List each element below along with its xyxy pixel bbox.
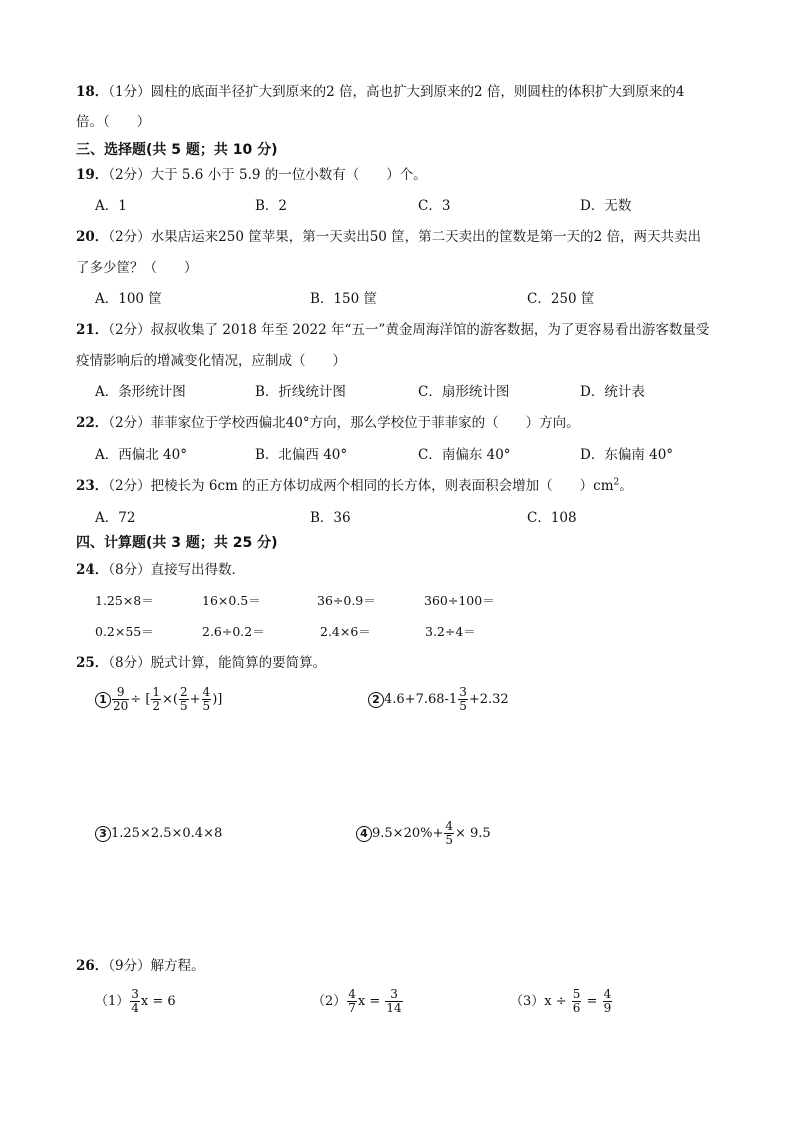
q20-stem-line2: 了多少筐？（ ） [76, 260, 198, 276]
q24-calc-4: 360÷100＝ [424, 593, 495, 608]
q26-stem [76, 957, 205, 975]
fraction: $\frac{9}{20}$ [113, 685, 129, 713]
q22-option-b[interactable]: B．北偏西 40° [255, 447, 348, 463]
q19-score: （2分） [108, 167, 151, 183]
q19-number: 19． [76, 167, 109, 183]
q21-stem-line1 [76, 321, 709, 339]
q20-text-line1: 水果店运来250 筐苹果，第一天卖出50 筐，第二天卖出的筐数是第一天的2 倍，两天共卖出 [150, 229, 702, 245]
q26-equation-3: （3）x ÷ $\frac{5}{6}$ = $\frac{4}{9}$ [510, 987, 612, 1015]
fraction: $\frac{4}{7}$ [348, 987, 356, 1015]
q24-number: 24． [76, 562, 109, 578]
fraction: $\frac{1}{2}$ [152, 685, 161, 713]
q25-expression-1: 1 $\frac{9}{20}$ ÷ [ $\frac{1}{2}$ ×( $\frac{2}{5}$ + $\frac{4}{5}$ )] [95, 686, 222, 713]
q25-expression-2: 2 4.6+7.68-1 $\frac{3}{5}$ +2.32 [368, 686, 509, 713]
fraction: $\frac{4}{5}$ [202, 685, 211, 713]
fraction: $\frac{3}{14}$ [386, 987, 402, 1015]
section-4-title: 四、计算题(共 3 题；共 25 分) [76, 535, 278, 551]
q26-equation-1: （1） $\frac{3}{4}$ x = 6 [95, 987, 176, 1015]
q23-option-c[interactable]: C．108 [527, 510, 577, 526]
q20-option-c[interactable]: C．250 筐 [527, 291, 595, 307]
q24-text: 直接写出得数． [150, 562, 246, 578]
q21-score: （2分） [108, 322, 151, 338]
q26-number: 26． [76, 958, 109, 974]
q21-number: 21． [76, 322, 109, 338]
q21-text-line1: 叔叔收集了 2018 年至 2022 年“五一”黄金周海洋馆的游客数据，为了更容易看出游客数量受 [150, 322, 710, 338]
fraction: $\frac{4}{9}$ [603, 987, 612, 1015]
q22-option-d[interactable]: D．东偏南 40° [580, 447, 674, 463]
circled-number-1: 1 [95, 692, 111, 708]
q23-end: 。 [619, 478, 633, 494]
q24-score: （8分） [108, 562, 151, 578]
q24-calc-8: 3.2÷4＝ [425, 624, 476, 639]
expression-3-text: 1.25×2.5×0.4×8 [111, 826, 223, 841]
q18-number: 18． [76, 84, 109, 100]
q24-calc-3: 36÷0.9＝ [317, 593, 376, 608]
q20-stem-line1 [76, 228, 701, 246]
q22-option-a[interactable]: A．西偏北 40° [95, 447, 187, 463]
q26-text: 解方程。 [150, 958, 205, 974]
q21-option-b[interactable]: B．折线统计图 [255, 384, 346, 400]
q24-calc-5: 0.2×55＝ [95, 624, 154, 639]
q21-stem-line2: 疫情影响后的增减变化情况，应制成（ ） [76, 353, 346, 369]
q20-score: （2分） [108, 229, 151, 245]
q23-option-a[interactable]: A．72 [95, 510, 136, 526]
q18-line1 [76, 83, 685, 101]
q20-option-a[interactable]: A．100 筐 [95, 291, 162, 307]
section-3-title: 三、选择题(共 5 题；共 10 分) [76, 142, 278, 158]
circled-number-2: 2 [368, 692, 384, 708]
q25-expression-4: 4 9.5×20%+ $\frac{4}{5}$ × 9.5 [356, 820, 491, 847]
q23-number: 23． [76, 478, 109, 494]
q23-unit-superscript: 2 [613, 477, 620, 488]
q23-text: 把棱长为 6cm 的正方体切成两个相同的长方体，则表面积会增加（ ）cm [150, 478, 614, 494]
q22-stem [76, 414, 580, 432]
q19-option-b[interactable]: B．2 [255, 198, 288, 214]
q19-text: 大于 5.6 小于 5.9 的一位小数有（ ）个。 [150, 167, 427, 183]
fraction: $\frac{3}{4}$ [131, 987, 139, 1015]
q24-calc-1: 1.25×8＝ [95, 593, 154, 608]
q24-stem [76, 561, 245, 579]
q21-option-d[interactable]: D．统计表 [580, 384, 645, 400]
q20-option-b[interactable]: B．150 筐 [310, 291, 377, 307]
fraction: $\frac{5}{6}$ [572, 987, 581, 1015]
q21-option-a[interactable]: A．条形统计图 [95, 384, 186, 400]
q26-score: （9分） [108, 958, 151, 974]
q20-number: 20． [76, 229, 109, 245]
q24-calc-6: 2.6÷0.2＝ [202, 624, 265, 639]
q22-text: 菲菲家位于学校西偏北40°方向，那么学校位于菲菲家的（ ）方向。 [150, 415, 580, 431]
q23-score: （2分） [108, 478, 151, 494]
q25-expression-3 [95, 824, 222, 844]
q23-option-b[interactable]: B．36 [310, 510, 351, 526]
q24-calc-2: 16×0.5＝ [202, 593, 261, 608]
circled-number-3: 3 [95, 826, 111, 842]
q19-stem [76, 166, 427, 184]
q19-option-c[interactable]: C．3 [418, 198, 451, 214]
q25-text: 脱式计算，能简算的要简算。 [150, 655, 327, 671]
q24-calc-7: 2.4×6＝ [320, 624, 371, 639]
q25-score: （8分） [108, 655, 151, 671]
q26-equation-2: （2） $\frac{4}{7}$ x = $\frac{3}{14}$ [312, 987, 402, 1015]
q22-score: （2分） [108, 415, 151, 431]
q23-stem [76, 477, 633, 495]
q22-number: 22． [76, 415, 109, 431]
q19-option-d[interactable]: D．无数 [580, 198, 632, 214]
q21-option-c[interactable]: C．扇形统计图 [418, 384, 510, 400]
q18-line2: 倍。（ ） [76, 114, 151, 130]
q22-option-c[interactable]: C．南偏东 40° [418, 447, 511, 463]
circled-number-4: 4 [356, 826, 372, 842]
q25-number: 25． [76, 655, 109, 671]
q18-score: （1分） [108, 84, 151, 100]
fraction: $\frac{2}{5}$ [180, 685, 188, 713]
fraction: $\frac{3}{5}$ [459, 685, 467, 713]
fraction: $\frac{4}{5}$ [445, 819, 453, 847]
q19-option-a[interactable]: A．1 [95, 198, 127, 214]
q25-stem [76, 654, 326, 672]
q18-text-line1: 圆柱的底面半径扩大到原来的2 倍，高也扩大到原来的2 倍，则圆柱的体积扩大到原来的4 [150, 84, 685, 100]
